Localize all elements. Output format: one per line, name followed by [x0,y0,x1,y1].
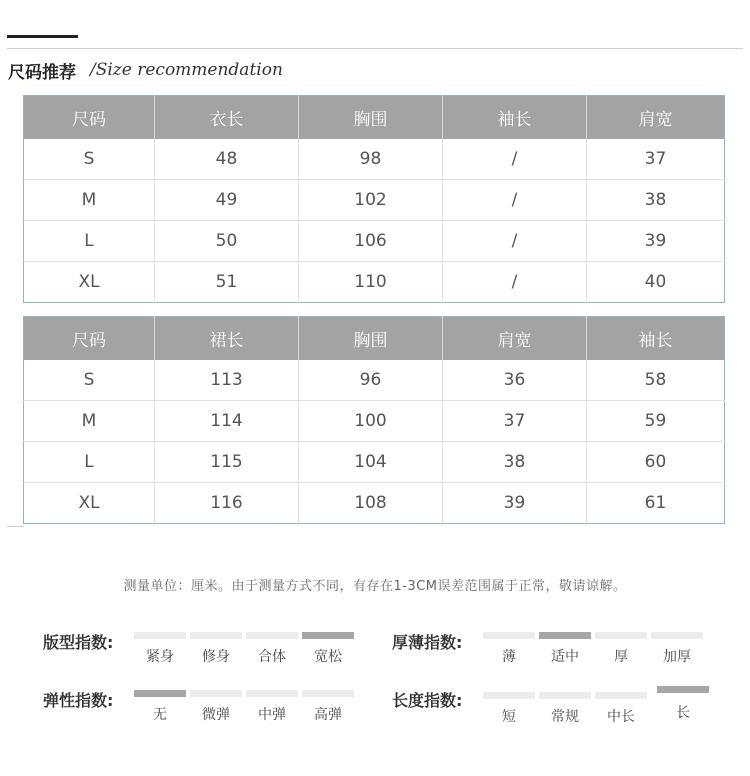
header-cell: 袖长 [443,96,587,140]
table-cell: 104 [299,442,443,483]
table-cell: 48 [155,139,299,180]
header-cell: 裙长 [155,317,299,361]
table-cell: 39 [443,483,587,524]
index-bar [134,632,186,639]
table-row [24,262,725,303]
index-bar-selected [657,686,709,693]
table-row [24,360,725,401]
thickness-index-label: 厚薄指数: [392,633,463,652]
measurement-note: 测量单位：厘米。由于测量方式不同，有存在1-3CM误差范围属于正常，敬请谅解。 [123,579,627,594]
table-cell: M [24,180,155,221]
table-cell: 49 [155,180,299,221]
thickness-option [650,632,704,666]
table-header-row [24,317,725,361]
fit-option [133,632,187,666]
option-label: 适中 [551,649,579,665]
length-option [538,692,592,726]
table-cell: 50 [155,221,299,262]
table-cell: 60 [587,442,725,483]
elasticity-option [301,690,355,724]
option-label: 紧身 [146,649,174,665]
index-bar-selected [302,632,354,639]
table-cell: S [24,360,155,401]
length-option [482,692,536,726]
size-table-top [23,95,725,303]
option-label: 修身 [202,649,230,665]
table-row [24,483,725,524]
table-cell: 40 [644,272,667,292]
table-cell: / [443,262,587,303]
option-label: 长 [676,705,690,721]
table-cell: 38 [443,442,587,483]
header-cell: 尺码 [24,96,155,140]
table-cell: XL [24,262,155,303]
option-label: 厚 [614,649,628,665]
option-label: 微弹 [202,707,230,723]
elasticity-option [245,690,299,724]
elasticity-index-label: 弹性指数: [43,691,114,710]
table-cell: 106 [299,221,443,262]
index-bar [190,690,242,697]
table-row [24,401,725,442]
table-header-row [24,96,725,140]
table-cell: 37 [587,139,725,180]
option-label: 合体 [258,649,286,665]
table-cell: 102 [299,180,443,221]
table-cell: 116 [155,483,299,524]
length-index-label: 长度指数: [392,691,463,710]
option-label: 中长 [607,709,635,725]
table-row [24,442,725,483]
table-cell: 51 [155,262,299,303]
heading-en: /Size recommendation [90,60,283,80]
table-cell: 59 [587,401,725,442]
elasticity-option [133,690,187,724]
elasticity-option [189,690,243,724]
length-option [656,686,710,722]
index-bar [483,632,535,639]
elasticity-index [43,688,363,738]
table-cell: 114 [155,401,299,442]
option-label: 中弹 [258,707,286,723]
header-cell: 袖长 [587,317,725,361]
header-cell: 胸围 [299,96,443,140]
table-cell: 37 [443,401,587,442]
table-cell: L [24,221,155,262]
fit-option [245,632,299,666]
index-bar [246,632,298,639]
heading-cn: 尺码推荐 [8,62,76,83]
table-cell: 61 [644,493,667,513]
index-bar-selected [539,632,591,639]
thickness-option [594,632,648,666]
option-label: 无 [153,707,167,723]
table-cell: 36 [443,360,587,401]
header-cell: 衣长 [155,96,299,140]
table-cell: 58 [587,360,725,401]
table-cell: 39 [587,221,725,262]
fit-index-label: 版型指数: [43,633,114,652]
table-cell: M [24,401,155,442]
option-label: 短 [502,709,516,725]
table-row [24,221,725,262]
table-row [24,139,725,180]
option-label: 高弹 [314,707,342,723]
size-table-bottom [23,316,725,524]
table-cell: 115 [155,442,299,483]
option-label: 加厚 [663,649,691,665]
table-cell: 113 [155,360,299,401]
divider-line [7,48,743,49]
index-bar [246,690,298,697]
index-bar-selected [134,690,186,697]
table-cell: 108 [299,483,443,524]
table-cell: 110 [299,262,443,303]
table-cell: 38 [587,180,725,221]
table-row [24,180,725,221]
table-cell: XL [24,483,155,524]
thickness-option [538,632,592,666]
length-option [594,692,648,726]
table-cell: L [24,442,155,483]
index-bar [539,692,591,699]
table-cell: / [443,180,587,221]
thickness-index [392,630,722,680]
fit-option [189,632,243,666]
header-cell: 尺码 [24,317,155,361]
table-cell: S [24,139,155,180]
index-bar [595,692,647,699]
title-accent-bar [7,35,78,38]
index-bar [483,692,535,699]
header-cell: 肩宽 [443,317,587,361]
fit-index [43,630,363,680]
table-cell: 100 [299,401,443,442]
table-cell: / [443,139,587,180]
header-cell: 胸围 [299,317,443,361]
option-label: 常规 [551,709,579,725]
table-cell: 96 [299,360,443,401]
thickness-option [482,632,536,666]
header-cell: 肩宽 [587,96,725,140]
divider-line-short [7,526,24,527]
length-index [392,688,722,738]
section-heading [8,58,283,82]
option-label: 宽松 [314,649,342,665]
index-bar [651,632,703,639]
table-cell: 98 [299,139,443,180]
table-cell: / [443,221,587,262]
index-bar [302,690,354,697]
index-bar [595,632,647,639]
fit-option [301,632,355,666]
index-bar [190,632,242,639]
option-label: 薄 [502,649,516,665]
